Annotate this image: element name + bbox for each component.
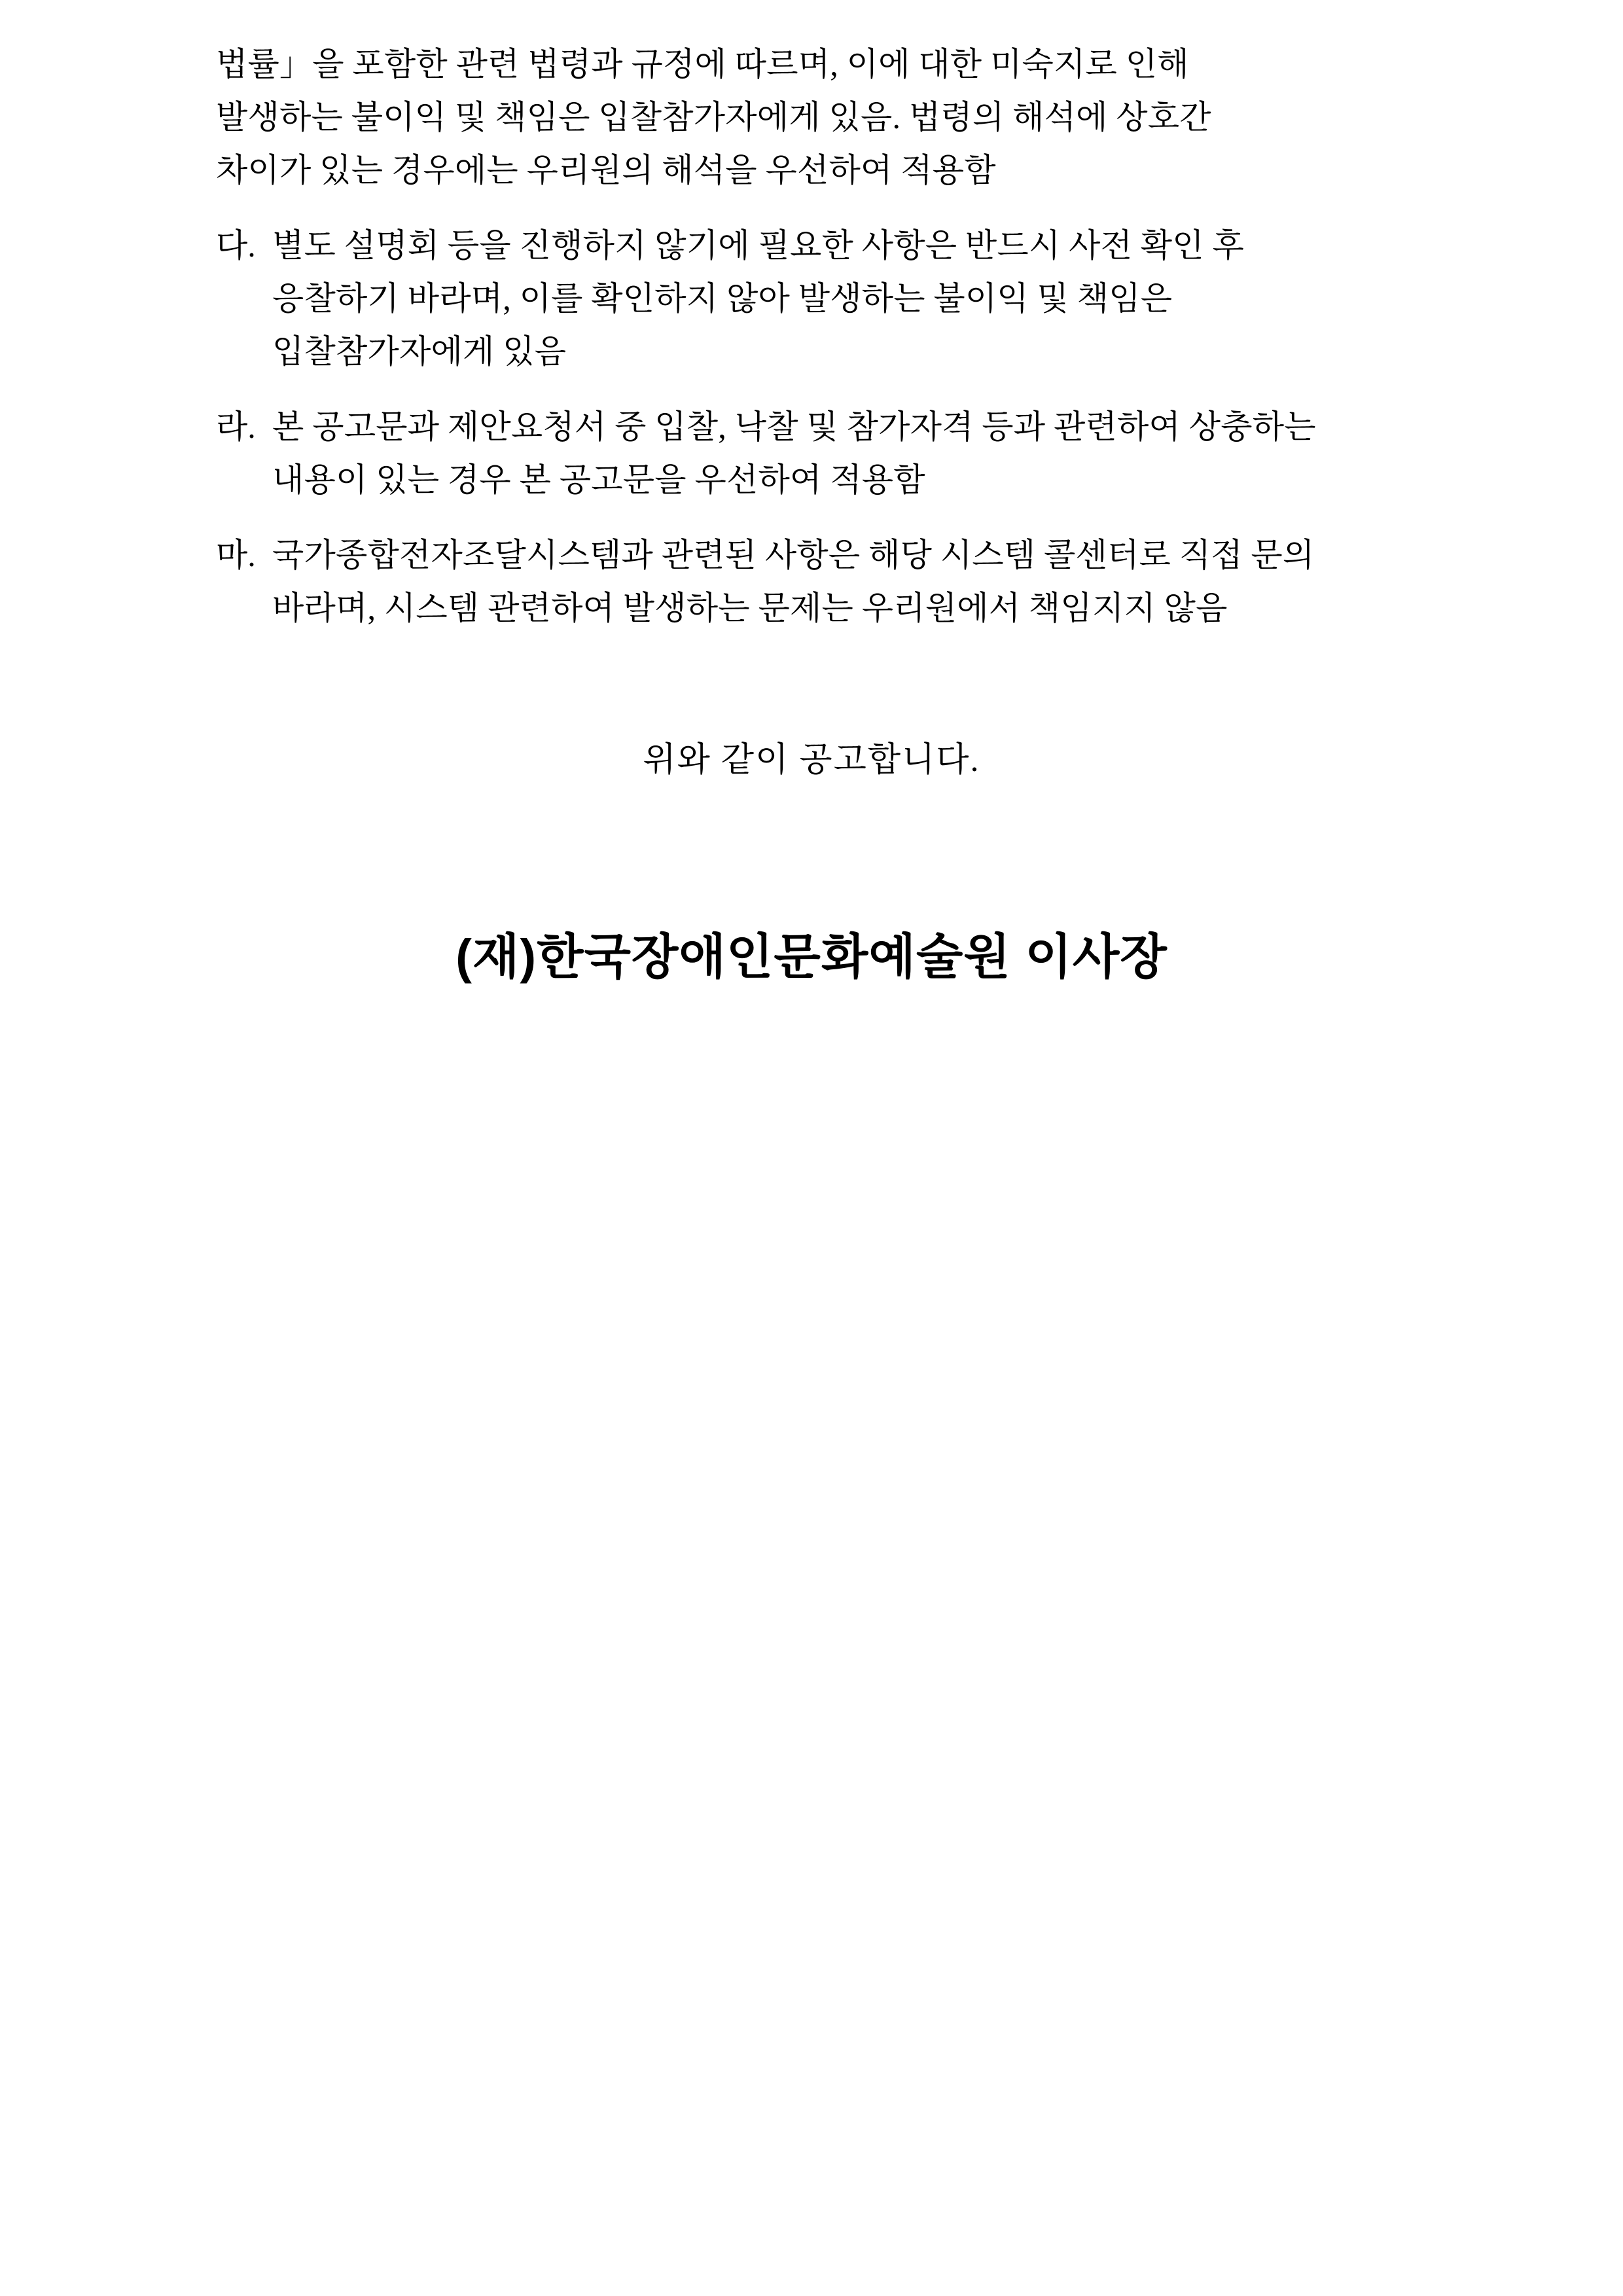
page-bottom-whitespace bbox=[216, 988, 1407, 2100]
paragraph-line: 법률」을 포함한 관련 법령과 규정에 따르며, 이에 대한 미숙지로 인해 bbox=[216, 46, 1189, 82]
list-item-line: 본 공고문과 제안요청서 중 입찰, 낙찰 및 참가자격 등과 관련하여 상충하는 bbox=[272, 408, 1316, 445]
list-item-body bbox=[272, 219, 1407, 378]
list-item-body bbox=[272, 529, 1407, 635]
list-item bbox=[216, 401, 1407, 507]
paragraph-line: 차이가 있는 경우에는 우리원의 해석을 우선하여 적용함 bbox=[216, 152, 996, 188]
paragraph-line: 발생하는 불이익 및 책임은 입찰참가자에게 있음. 법령의 해석에 상호간 bbox=[216, 99, 1211, 135]
list-item-line: 내용이 있는 경우 본 공고문을 우선하여 적용함 bbox=[272, 461, 925, 498]
continued-paragraph bbox=[216, 38, 1407, 197]
list-item-line: 입찰참가자에게 있음 bbox=[272, 333, 567, 370]
list-item-marker: 라. bbox=[216, 408, 256, 445]
list-item-line: 별도 설명회 등을 진행하지 않기에 필요한 사항은 반드시 사전 확인 후 bbox=[272, 227, 1244, 264]
list-item-marker: 다. bbox=[216, 227, 256, 264]
list-item-line: 국가종합전자조달시스템과 관련된 사항은 해당 시스템 콜센터로 직접 문의 bbox=[272, 537, 1315, 573]
list-item bbox=[216, 219, 1407, 378]
list-item-line: 바라며, 시스템 관련하여 발생하는 문제는 우리원에서 책임지지 않음 bbox=[272, 590, 1228, 626]
list-item-marker: 마. bbox=[216, 537, 256, 573]
list-item-line: 응찰하기 바라며, 이를 확인하지 않아 발생하는 불이익 및 책임은 bbox=[272, 280, 1173, 317]
list-item bbox=[216, 529, 1407, 635]
closing-statement: 위와 같이 공고합니다. bbox=[643, 742, 980, 779]
signature-line: (재)한국장애인문화예술원 이사장 bbox=[455, 929, 1168, 984]
list-item-body bbox=[272, 401, 1407, 507]
